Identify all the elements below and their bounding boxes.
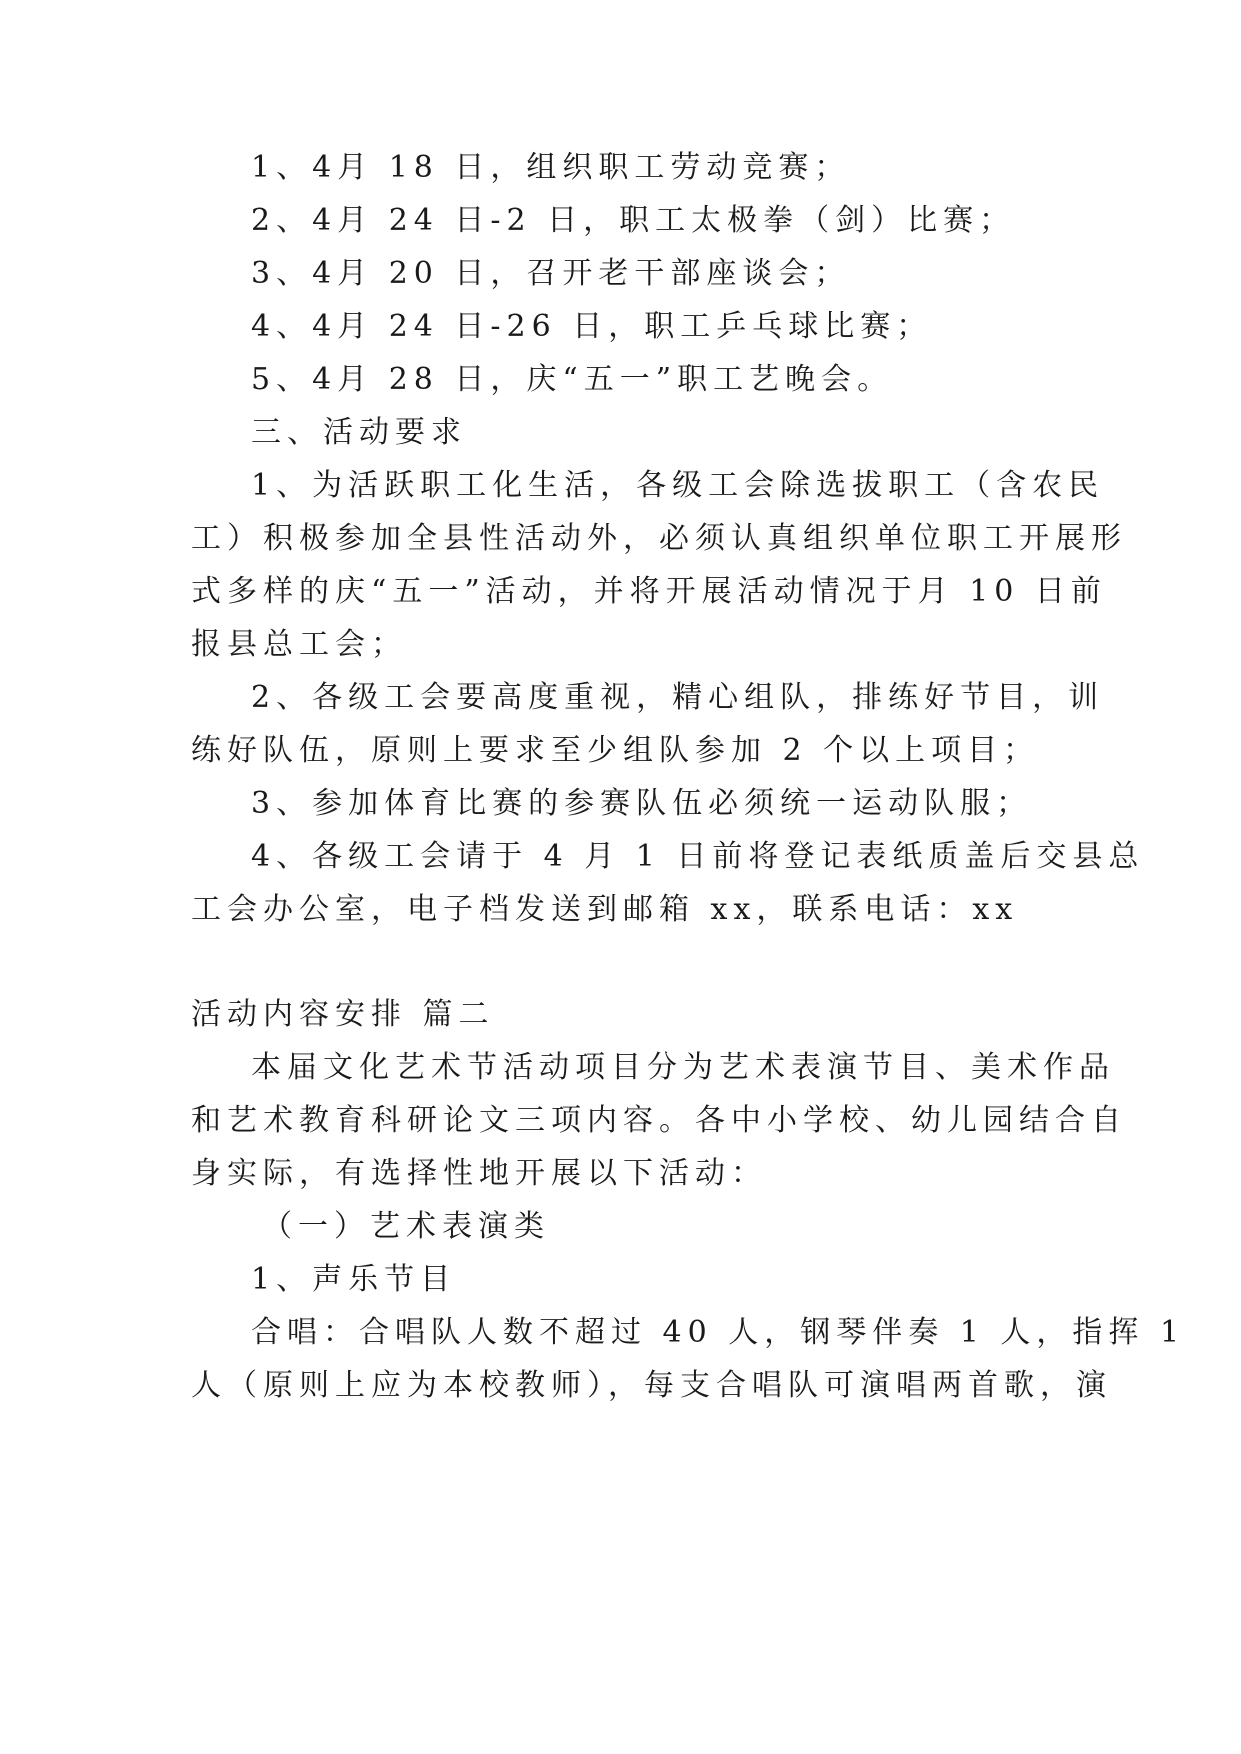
text-line: 1、为活跃职工化生活，各级工会除选拔职工（含农民: [251, 468, 1105, 503]
text-line: 练好队伍，原则上要求至少组队参加 2 个以上项目；: [191, 733, 1040, 768]
text-line: 4、各级工会请于 4 月 1 日前将登记表纸质盖后交县总: [251, 839, 1145, 874]
text-line: 5、4月 28 日，庆“五一”职工艺晚会。: [251, 362, 894, 397]
text-line: 2、各级工会要高度重视，精心组队，排练好节目，训: [251, 680, 1105, 715]
text-line: 合唱：合唱队人数不超过 40 人，钢琴伴奏 1 人，指挥 1: [251, 1315, 1186, 1350]
subsection-heading: 1、声乐节目: [251, 1262, 457, 1297]
text-line: 4、4月 24 日-26 日，职工乒乓球比赛；: [251, 309, 933, 344]
text-line: 身实际，有选择性地开展以下活动：: [191, 1156, 767, 1191]
text-line: 1、4月 18 日，组织职工劳动竞赛；: [251, 150, 851, 185]
text-line: 本届文化艺术节活动项目分为艺术表演节目、美术作品: [251, 1050, 1115, 1085]
text-line: 和艺术教育科研论文三项内容。各中小学校、幼儿园结合自: [191, 1103, 1127, 1138]
text-line: 报县总工会；: [191, 627, 407, 662]
text-line: 3、4月 20 日，召开老干部座谈会；: [251, 256, 851, 291]
text-line: 人（原则上应为本校教师），每支合唱队可演唱两首歌，演: [191, 1368, 1112, 1403]
text-line: 式多样的庆“五一”活动，并将开展活动情况于月 10 日前: [191, 574, 1107, 609]
text-line: 工会办公室，电子档发送到邮箱 xx，联系电话：xx: [191, 892, 1019, 927]
section-heading: 三、活动要求: [251, 415, 467, 450]
article-title: 活动内容安排 篇二: [191, 997, 495, 1032]
text-line: 3、参加体育比赛的参赛队伍必须统一运动队服；: [251, 786, 1033, 821]
text-line: 工）积极参加全县性活动外，必须认真组织单位职工开展形: [191, 521, 1127, 556]
text-line: 2、4月 24 日-2 日，职工太极拳（剑）比赛；: [251, 203, 1016, 238]
subsection-heading: （一）艺术表演类: [262, 1209, 550, 1244]
